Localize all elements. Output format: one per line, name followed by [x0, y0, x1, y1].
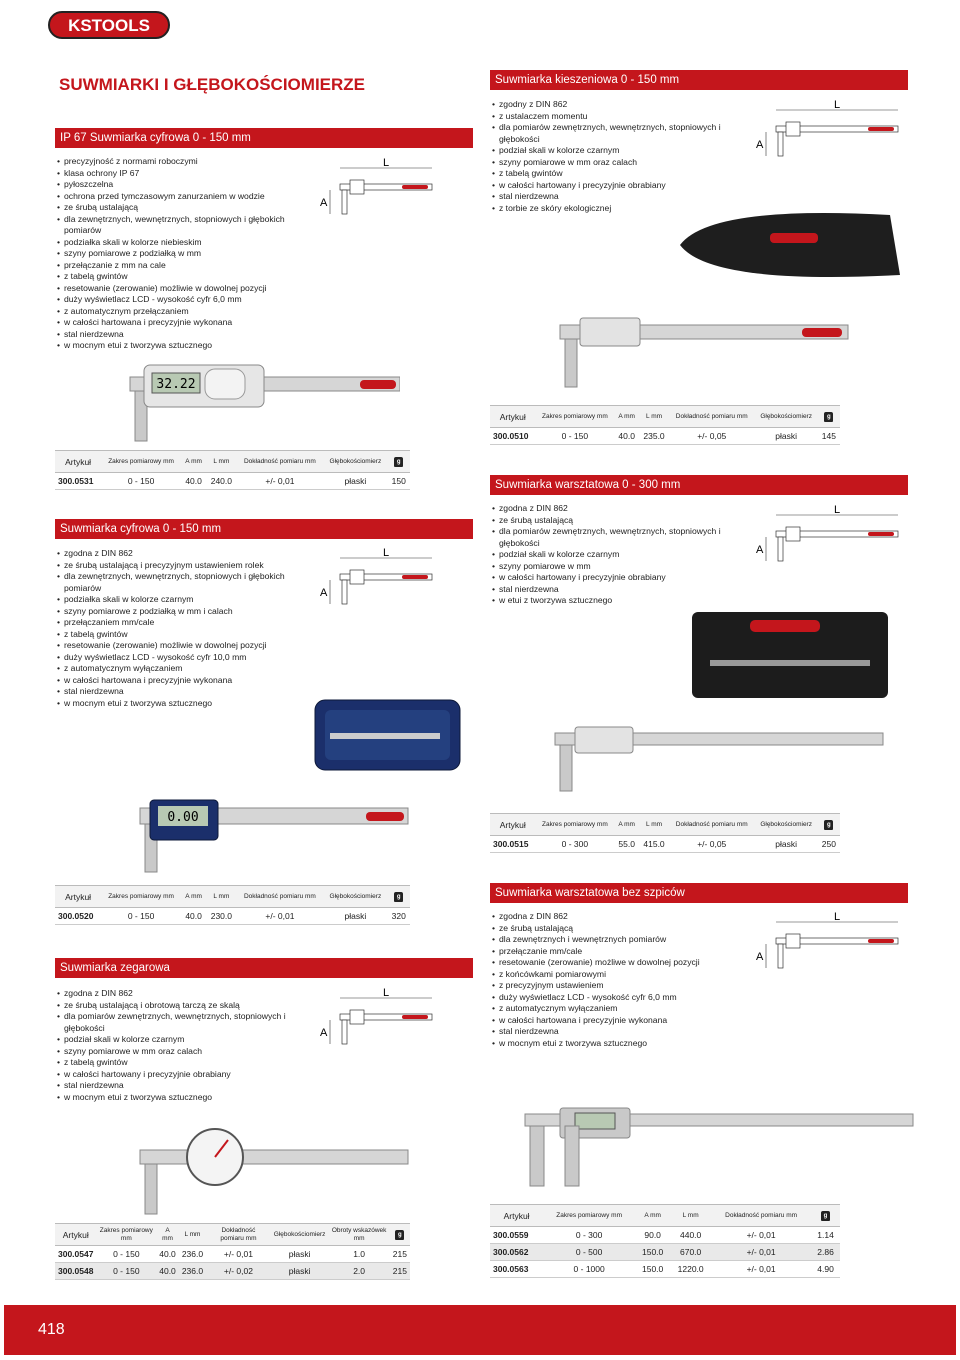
feature-item: • duży wyświetlacz LCD - wysokość cyfr 10,0 mm [57, 652, 312, 664]
table-cell: +/- 0,02 [206, 1263, 271, 1280]
table-header: Dokładność pomiaru mm [669, 406, 755, 428]
feature-item: • ze śrubą ustalającą [492, 923, 750, 935]
feature-item: • z precyzyjnym ustawieniem [492, 980, 750, 992]
fixed-jaw [342, 580, 347, 604]
feature-item: • dla pomiarów zewnętrznych, wewnętrznych, stopniowych i głębokości [57, 1011, 315, 1034]
feature-item: • zgodna z DIN 862 [492, 911, 750, 923]
brand-mark [402, 1015, 428, 1019]
section-title-dial: Suwmiarka zegarowa [55, 958, 473, 978]
spec-table-workshop [490, 813, 840, 853]
table-header: A mm [181, 451, 206, 473]
fixed-jaw [778, 537, 783, 561]
table-header: Dokładność pomiaru mm [206, 1224, 271, 1246]
feature-item: • resetowanie (zerowanie) możliwie w dowolnej pozycji [57, 283, 297, 295]
weight-icon: g [387, 886, 410, 908]
table-cell: 150.0 [635, 1244, 670, 1261]
table-cell: +/- 0,01 [237, 908, 324, 925]
caliper-photo-digital [110, 790, 410, 875]
caliper-photo-dial [110, 1120, 410, 1220]
dimension-label-a: A [756, 951, 764, 963]
spec-table-ip67 [55, 450, 410, 490]
feature-item: • resetowanie (zerowanie) możliwe w dowolnej pozycji [492, 957, 750, 969]
feature-item: • pyłoszczelna [57, 179, 297, 191]
table-cell: 0 - 500 [543, 1244, 635, 1261]
table-header: L mm [206, 451, 236, 473]
feature-list-workshop [492, 503, 750, 607]
section-title-pocket: Suwmiarka kieszeniowa 0 - 150 mm [490, 70, 908, 90]
feature-item: • w całości hartowany i precyzyjnie obrabiany [57, 1069, 315, 1081]
table-cell: 0 - 150 [101, 908, 181, 925]
fixed-jaw [778, 944, 783, 968]
dimension-label-a: A [756, 544, 764, 556]
weight-icon: g [387, 451, 410, 473]
table-cell: 0 - 150 [101, 473, 181, 490]
feature-item: • dla zewnętrznych, wewnętrznych, stopniowych i głębokich pomiarów [57, 571, 312, 594]
feature-item: • zgodny z DIN 862 [492, 99, 750, 111]
brand-mark [868, 939, 894, 943]
feature-item: • stal nierdzewna [492, 1026, 750, 1038]
article-number: 300.0562 [490, 1244, 543, 1261]
table-header: Głębokościomierz [755, 406, 818, 428]
feature-item: • dla pomiarów zewnętrznych, wewnętrznych, stopniowych i głębokości [492, 122, 750, 145]
feature-item: • stal nierdzewna [57, 1080, 315, 1092]
feature-item: • z końcówkami pomiarowymi [492, 969, 750, 981]
brand-mark [868, 127, 894, 131]
caliper-photo-workshop [535, 715, 885, 795]
table-header: Artykuł [490, 1205, 543, 1227]
spec-table-dial [55, 1223, 410, 1280]
table-header: L mm [670, 1205, 711, 1227]
article-number: 300.0531 [55, 473, 101, 490]
caliper-diagram-ip67 [316, 158, 436, 218]
feature-item: • w całości hartowany i precyzyjnie obrabiany [492, 572, 750, 584]
article-number: 300.0548 [55, 1263, 96, 1280]
feature-item: • szyny pomiarowe w mm [492, 561, 750, 573]
sliding-jaw [350, 1010, 364, 1024]
table-cell: 215 [390, 1263, 410, 1280]
table-cell: 0 - 300 [536, 836, 615, 853]
table-cell: 2.86 [811, 1244, 840, 1261]
feature-item: • szyny pomiarowe z podziałką w mm i calach [57, 606, 312, 618]
table-cell: 250 [818, 836, 840, 853]
page-title: SUWMIARKI I GŁĘBOKOŚCIOMIERZE [59, 75, 365, 94]
feature-item: • z automatycznym przełączaniem [57, 306, 297, 318]
table-row [490, 428, 840, 445]
table-header: Zakres pomiarowy mm [96, 1224, 156, 1246]
spec-table-digital [55, 885, 410, 925]
table-header: Artykuł [490, 814, 536, 836]
table-header: Dokładność pomiaru mm [237, 451, 324, 473]
table-cell: 150.0 [635, 1261, 670, 1278]
caliper-diagram-pocket [752, 100, 902, 160]
table-cell: +/- 0,01 [237, 473, 324, 490]
feature-item: • w mocnym etui z tworzywa sztucznego [57, 340, 297, 352]
table-row [490, 1227, 840, 1244]
spec-table-pocket [490, 405, 840, 445]
table-cell: +/- 0,05 [669, 428, 755, 445]
dimension-label-l: L [382, 158, 390, 169]
dimension-label-l: L [833, 912, 841, 923]
table-cell: płaski [323, 908, 387, 925]
table-cell: płaski [755, 428, 818, 445]
kstools-logo [48, 10, 170, 40]
spec-table-no-tips [490, 1204, 840, 1278]
table-header: Artykuł [55, 451, 101, 473]
feature-item: • podział skali w kolorze czarnym [492, 145, 750, 157]
feature-item: • przełączanie mm/cale [492, 946, 750, 958]
table-cell: 235.0 [639, 428, 669, 445]
table-row [490, 836, 840, 853]
table-header: Dokładność pomiaru mm [237, 886, 324, 908]
article-number: 300.0515 [490, 836, 536, 853]
feature-item: • z automatycznym wyłączaniem [57, 663, 312, 675]
feature-item: • z tabelą gwintów [57, 1057, 315, 1069]
table-cell: płaski [271, 1246, 329, 1263]
caliper-diagram-workshop [752, 505, 902, 565]
feature-item: • z tabelą gwintów [492, 168, 750, 180]
feature-item: • podziałka skali w kolorze niebieskim [57, 237, 297, 249]
table-row [55, 473, 410, 490]
table-cell: 40.0 [156, 1263, 179, 1280]
table-cell: 236.0 [179, 1246, 206, 1263]
feature-item: • z ustalaczem momentu [492, 111, 750, 123]
section-title-digital: Suwmiarka cyfrowa 0 - 150 mm [55, 519, 473, 539]
weight-icon: g [390, 1224, 410, 1246]
table-cell: 236.0 [179, 1263, 206, 1280]
feature-item: • podział skali w kolorze czarnym [57, 1034, 315, 1046]
dimension-label-l: L [382, 988, 390, 999]
feature-item: • dla pomiarów zewnętrznych, wewnętrznych, stopniowych i głębokości [492, 526, 750, 549]
table-cell: 320 [387, 908, 410, 925]
table-header: Głębokościomierz [323, 451, 387, 473]
feature-list-digital [57, 548, 312, 709]
table-header: L mm [179, 1224, 206, 1246]
table-row [55, 908, 410, 925]
sliding-jaw [350, 570, 364, 584]
feature-item: • przełączaniem mm/cale [57, 617, 312, 629]
table-cell: +/- 0,01 [206, 1246, 271, 1263]
caliper-photo-no-tips [505, 1100, 915, 1190]
feature-item: • zgodna z DIN 862 [492, 503, 750, 515]
table-cell: 4.90 [811, 1261, 840, 1278]
table-cell: 90.0 [635, 1227, 670, 1244]
caliper-diagram-no-tips [752, 912, 902, 972]
table-cell: 230.0 [206, 908, 236, 925]
article-number: 300.0520 [55, 908, 101, 925]
sliding-jaw [786, 934, 800, 948]
page-number: 418 [38, 1321, 65, 1338]
svg-text:0.00: 0.00 [167, 810, 199, 825]
feature-item: • klasa ochrony IP 67 [57, 168, 297, 180]
table-header: L mm [639, 406, 669, 428]
table-cell: płaski [755, 836, 818, 853]
section-title-no-tips: Suwmiarka warsztatowa bez szpiców [490, 883, 908, 903]
table-row [55, 1246, 410, 1263]
brand-mark [868, 532, 894, 536]
table-header: Zakres pomiarowy mm [536, 814, 615, 836]
sliding-jaw [350, 180, 364, 194]
svg-text:KSTOOLS: KSTOOLS [68, 16, 150, 35]
sliding-jaw [786, 122, 800, 136]
fixed-jaw [342, 1020, 347, 1044]
brand-mark [402, 185, 428, 189]
table-row [490, 1244, 840, 1261]
feature-item: • w całości hartowana i precyzyjnie wykonana [492, 1015, 750, 1027]
table-header: Dokładność pomiaru mm [711, 1205, 811, 1227]
feature-item: • precyzyjność z normami roboczymi [57, 156, 297, 168]
table-cell: 0 - 150 [96, 1263, 156, 1280]
feature-item: • resetowanie (zerowanie) możliwie w dowolnej pozycji [57, 640, 312, 652]
dimension-label-a: A [756, 139, 764, 151]
table-cell: płaski [271, 1263, 329, 1280]
table-row [490, 1261, 840, 1278]
feature-item: • w mocnym etui z tworzywa sztucznego [57, 698, 312, 710]
dimension-label-l: L [833, 100, 841, 111]
table-cell: 440.0 [670, 1227, 711, 1244]
feature-item: • w mocnym etui z tworzywa sztucznego [57, 1092, 315, 1104]
weight-icon: g [811, 1205, 840, 1227]
table-cell: 40.0 [181, 473, 206, 490]
table-cell: 145 [818, 428, 840, 445]
weight-icon: g [818, 406, 840, 428]
feature-item: • zgodna z DIN 862 [57, 988, 315, 1000]
pouch-photo-pocket [670, 195, 910, 295]
table-cell: +/- 0,05 [669, 836, 755, 853]
table-header: Artykuł [55, 886, 101, 908]
table-cell: 0 - 150 [96, 1246, 156, 1263]
table-header: L mm [639, 814, 669, 836]
table-cell: 40.0 [614, 428, 639, 445]
table-row [55, 1263, 410, 1280]
table-cell: 150 [387, 473, 410, 490]
feature-item: • przełączanie z mm na cale [57, 260, 297, 272]
table-cell: 1.14 [811, 1227, 840, 1244]
dimension-label-a: A [320, 1027, 328, 1039]
caliper-photo-ip67 [100, 355, 400, 445]
feature-item: • z tabelą gwintów [57, 629, 312, 641]
feature-item: • dla zewnętrznych, wewnętrznych, stopniowych i głębokich pomiarów [57, 214, 297, 237]
table-header: Głębokościomierz [323, 886, 387, 908]
feature-list-ip67 [57, 156, 297, 352]
table-header: A mm [156, 1224, 179, 1246]
table-cell: 0 - 150 [536, 428, 615, 445]
feature-item: • w całości hartowany i precyzyjnie obrabiany [492, 180, 750, 192]
feature-item: • duży wyświetlacz LCD - wysokość cyfr 6,0 mm [57, 294, 297, 306]
table-cell: płaski [323, 473, 387, 490]
table-cell: 40.0 [156, 1246, 179, 1263]
feature-item: • stal nierdzewna [57, 329, 297, 341]
table-header: Artykuł [490, 406, 536, 428]
table-header: Obroty wskazówek mm [328, 1224, 389, 1246]
dimension-label-l: L [833, 505, 841, 516]
table-cell: 2.0 [328, 1263, 389, 1280]
table-cell: 0 - 300 [543, 1227, 635, 1244]
table-header: A mm [181, 886, 206, 908]
table-cell: 40.0 [181, 908, 206, 925]
table-cell: 1220.0 [670, 1261, 711, 1278]
case-photo-digital [310, 695, 465, 775]
feature-item: • w całości hartowana i precyzyjnie wykonana [57, 675, 312, 687]
table-header: A mm [635, 1205, 670, 1227]
svg-text:32.22: 32.22 [156, 377, 196, 392]
table-header: A mm [614, 406, 639, 428]
table-cell: +/- 0,01 [711, 1261, 811, 1278]
dimension-label-a: A [320, 587, 328, 599]
table-cell: 240.0 [206, 473, 236, 490]
feature-item: • stal nierdzewna [57, 686, 312, 698]
feature-item: • z tabelą gwintów [57, 271, 297, 283]
feature-item: • ochrona przed tymczasowym zanurzaniem w wodzie [57, 191, 297, 203]
table-cell: 55.0 [614, 836, 639, 853]
table-header: Głębokościomierz [755, 814, 818, 836]
table-header: Zakres pomiarowy mm [543, 1205, 635, 1227]
feature-item: • szyny pomiarowe w mm oraz calach [492, 157, 750, 169]
feature-item: • ze śrubą ustalającą i obrotową tarczą ze skalą [57, 1000, 315, 1012]
feature-item: • w mocnym etui z tworzywa sztucznego [492, 1038, 750, 1050]
table-header: A mm [614, 814, 639, 836]
table-header: Głębokościomierz [271, 1224, 329, 1246]
sliding-jaw [786, 527, 800, 541]
feature-item: • w całości hartowana i precyzyjnie wykonana [57, 317, 297, 329]
table-cell: +/- 0,01 [711, 1244, 811, 1261]
feature-list-no-tips [492, 911, 750, 1049]
feature-item: • ze śrubą ustalającą [57, 202, 297, 214]
section-title-ip67: IP 67 Suwmiarka cyfrowa 0 - 150 mm [55, 128, 473, 148]
dimension-label-l: L [382, 548, 390, 559]
page-footer [4, 1305, 956, 1355]
table-header: Zakres pomiarowy mm [536, 406, 615, 428]
caliper-diagram-digital [316, 548, 436, 608]
caliper-diagram-dial [316, 988, 436, 1048]
weight-icon: g [818, 814, 840, 836]
feature-item: • z torbie ze skóry ekologicznej [492, 203, 750, 215]
table-cell: 1.0 [328, 1246, 389, 1263]
feature-item: • z automatycznym wyłączaniem [492, 1003, 750, 1015]
table-header: Artykuł [55, 1224, 96, 1246]
table-header: L mm [206, 886, 236, 908]
fixed-jaw [778, 132, 783, 156]
table-cell: 0 - 1000 [543, 1261, 635, 1278]
case-photo-workshop [690, 610, 890, 700]
feature-item: • szyny pomiarowe w mm oraz calach [57, 1046, 315, 1058]
article-number: 300.0559 [490, 1227, 543, 1244]
article-number: 300.0510 [490, 428, 536, 445]
feature-item: • stal nierdzewna [492, 584, 750, 596]
caliper-photo-pocket [540, 300, 850, 390]
table-cell: 415.0 [639, 836, 669, 853]
feature-item: • podziałka skali w kolorze czarnym [57, 594, 312, 606]
feature-item: • podział skali w kolorze czarnym [492, 549, 750, 561]
fixed-jaw [342, 190, 347, 214]
feature-item: • w etui z tworzywa sztucznego [492, 595, 750, 607]
feature-item: • ze śrubą ustalającą [492, 515, 750, 527]
table-header: Zakres pomiarowy mm [101, 451, 181, 473]
feature-list-dial [57, 988, 315, 1103]
dimension-label-a: A [320, 197, 328, 209]
table-cell: 215 [390, 1246, 410, 1263]
article-number: 300.0547 [55, 1246, 96, 1263]
table-header: Zakres pomiarowy mm [101, 886, 181, 908]
article-number: 300.0563 [490, 1261, 543, 1278]
feature-item: • szyny pomiarowe z podziałką w mm [57, 248, 297, 260]
feature-item: • dla zewnętrznych i wewnętrznych pomiarów [492, 934, 750, 946]
brand-mark [402, 575, 428, 579]
feature-item: • ze śrubą ustalającą i precyzyjnym ustawieniem rolek [57, 560, 312, 572]
section-title-workshop: Suwmiarka warsztatowa 0 - 300 mm [490, 475, 908, 495]
table-cell: +/- 0,01 [711, 1227, 811, 1244]
table-header: Dokładność pomiaru mm [669, 814, 755, 836]
table-cell: 670.0 [670, 1244, 711, 1261]
feature-item: • stal nierdzewna [492, 191, 750, 203]
feature-item: • duży wyświetlacz LCD - wysokość cyfr 6,0 mm [492, 992, 750, 1004]
feature-item: • zgodna z DIN 862 [57, 548, 312, 560]
